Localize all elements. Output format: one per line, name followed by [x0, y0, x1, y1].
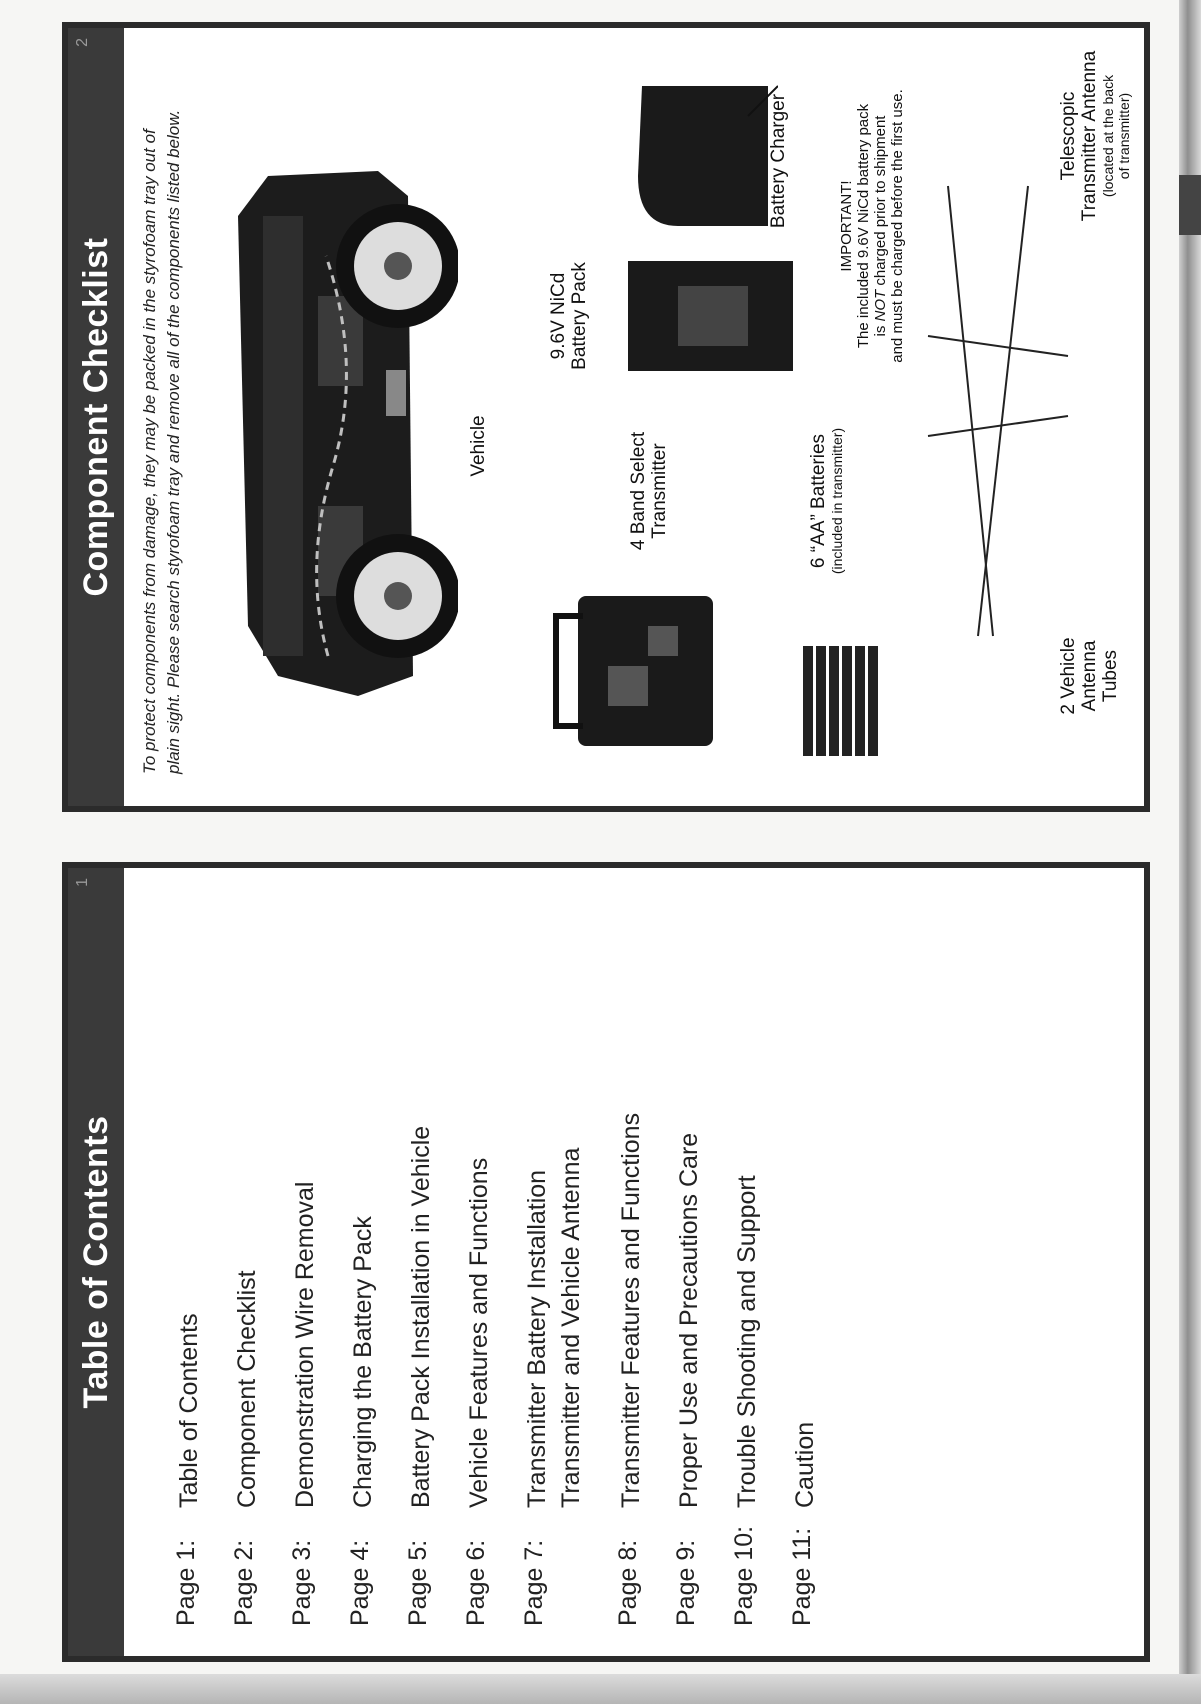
- battery-pack-label: 9.6V NiCd Battery Pack: [548, 262, 590, 370]
- toc-page-number: Page 2:: [230, 1539, 258, 1626]
- toc-entry-title: Demonstration Wire Removal: [291, 1181, 319, 1508]
- telescopic-antenna-label: Telescopic Transmitter Antenna (located at the back of transmitter): [1058, 50, 1132, 222]
- toc-entry[interactable]: [230, 908, 264, 1626]
- toc-entry[interactable]: [404, 908, 438, 1626]
- transmitter-image: [548, 586, 718, 766]
- battery-pack-image: [618, 246, 798, 386]
- toc-entry[interactable]: [346, 908, 380, 1626]
- toc-entry-title: Component Checklist: [233, 1270, 261, 1508]
- toc-entry-title: Battery Pack Installation in Vehicle: [407, 1125, 435, 1508]
- intro-text: To protect components from damage, they may be packed in the styrofoam tray out of plain sight. Please search styrofoam tray and remove all of the components listed below.: [140, 109, 183, 774]
- toc-entry-title: Caution: [791, 1421, 819, 1508]
- page-number: 2: [74, 38, 91, 47]
- toc-title-bar: [68, 868, 124, 1656]
- aa-batteries-image: [798, 641, 878, 761]
- toc-entry[interactable]: [614, 908, 648, 1626]
- toc-page-number: Page 6:: [462, 1539, 490, 1626]
- important-notice: IMPORTANT! The included 9.6V NiCd battery pack is NOT charged prior to shipment and must be charged before the first use.: [838, 89, 906, 363]
- toc-entry[interactable]: [172, 908, 206, 1626]
- toc-entry-title: Vehicle Features and Functions: [465, 1157, 493, 1508]
- antenna-tubes-label: 2 Vehicle Antenna Tubes: [1058, 637, 1121, 715]
- transmitter-label: 4 Band Select Transmitter: [628, 431, 670, 551]
- toc-page-number: Page 7:: [520, 1539, 548, 1626]
- toc-entry[interactable]: [462, 908, 496, 1626]
- toc-page-number: Page 4:: [346, 1539, 374, 1626]
- page-title: Component Checklist: [76, 237, 115, 597]
- toc-page-number: Page 3:: [288, 1539, 316, 1626]
- toc-page-number: Page 10:: [730, 1525, 758, 1626]
- antenna-tubes-image: [918, 176, 1078, 656]
- vehicle-image: [208, 156, 458, 716]
- checklist-title-bar: [68, 28, 124, 806]
- toc-page-number: Page 8:: [614, 1539, 642, 1626]
- toc-entry[interactable]: [788, 908, 822, 1626]
- toc-entry-title-second-line: Transmitter and Vehicle Antenna: [557, 1147, 585, 1508]
- table-of-contents-page: [62, 862, 1150, 1662]
- toc-entry-title: Transmitter Features and Functions: [617, 1112, 645, 1508]
- component-checklist-page: [62, 22, 1150, 812]
- toc-entry[interactable]: [520, 908, 588, 1626]
- toc-page-number: Page 1:: [172, 1539, 200, 1626]
- page-title: Table of Contents: [76, 1115, 115, 1409]
- scan-edge-bottom: [0, 1674, 1201, 1704]
- aa-batteries-label: 6 “AA” Batteries (included in transmitter): [808, 427, 845, 575]
- scan-edge-right: [1179, 0, 1201, 1704]
- toc-entry[interactable]: [730, 908, 764, 1626]
- toc-entry[interactable]: [672, 908, 706, 1626]
- toc-entry-title: Charging the Battery Pack: [349, 1216, 377, 1508]
- toc-entry-title: Transmitter Battery Installation: [523, 1169, 551, 1508]
- battery-charger-label: Battery Charger: [768, 93, 789, 229]
- page-number: 1: [74, 878, 91, 887]
- vehicle-label: Vehicle: [468, 415, 489, 477]
- toc-entry-title: Proper Use and Precautions Care: [675, 1132, 703, 1508]
- toc-entry-title: Trouble Shooting and Support: [733, 1175, 761, 1508]
- toc-page-number: Page 9:: [672, 1539, 700, 1626]
- toc-page-number: Page 11:: [788, 1527, 816, 1626]
- toc-entry-title: Table of Contents: [175, 1313, 203, 1508]
- toc-entry[interactable]: [288, 908, 322, 1626]
- toc-page-number: Page 5:: [404, 1539, 432, 1626]
- battery-charger-image: [628, 76, 778, 236]
